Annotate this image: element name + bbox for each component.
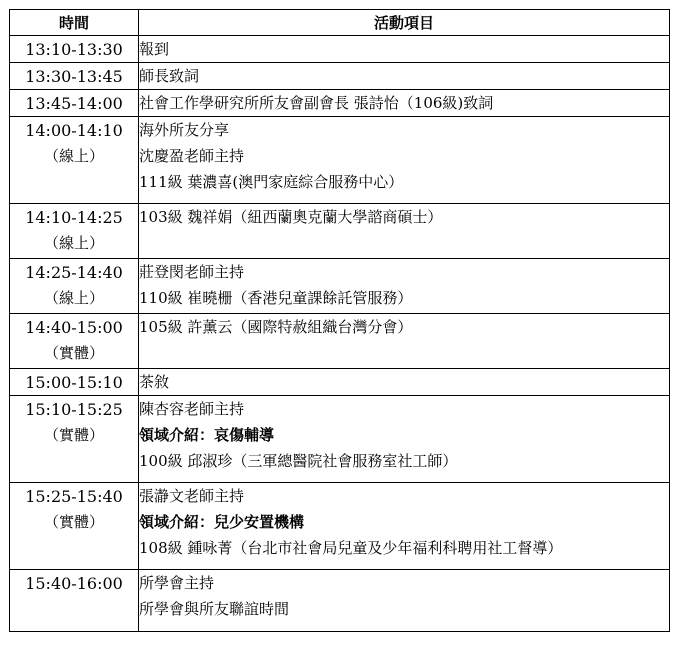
time-cell (10, 483, 139, 570)
time-range: 13:30-13:45 (25, 67, 123, 86)
activity-line: 師長致詞 (139, 67, 200, 85)
time-cell (10, 204, 139, 259)
table-row (10, 396, 670, 483)
table-row (10, 369, 670, 396)
time-range: 13:10-13:30 (25, 40, 123, 59)
activity-line: 領域介紹：哀傷輔導 (139, 426, 275, 444)
time-range: 14:40-15:00 (25, 318, 123, 337)
activity-cell (139, 396, 670, 483)
activity-line: 所學會主持 (139, 574, 215, 592)
activity-line: 陳杏容老師主持 (139, 400, 245, 418)
session-mode: （線上） (43, 289, 104, 307)
header-time: 時間 (10, 10, 139, 36)
activity-cell (139, 369, 670, 396)
activity-line: 茶敘 (139, 373, 170, 391)
table-row (10, 36, 670, 63)
time-range: 14:25-14:40 (25, 263, 123, 282)
activity-line: 105級 許薰云（國際特赦組織台灣分會） (139, 318, 413, 336)
session-mode: （實體） (43, 513, 104, 531)
table-row (10, 63, 670, 90)
time-range: 15:00-15:10 (25, 373, 123, 392)
activity-cell (139, 259, 670, 314)
activity-line: 報到 (139, 40, 170, 58)
time-range: 15:40-16:00 (25, 574, 123, 593)
time-range: 14:00-14:10 (25, 121, 123, 140)
activity-line: 張瀞文老師主持 (139, 487, 245, 505)
activity-line: 莊登閔老師主持 (139, 263, 245, 281)
time-cell (10, 117, 139, 204)
table-row (10, 483, 670, 570)
time-range: 13:45-14:00 (25, 94, 123, 113)
time-cell (10, 90, 139, 117)
activity-cell (139, 90, 670, 117)
time-cell (10, 396, 139, 483)
time-range: 15:10-15:25 (25, 400, 123, 419)
table-row (10, 90, 670, 117)
table-row (10, 259, 670, 314)
table-row (10, 204, 670, 259)
time-range: 14:10-14:25 (25, 208, 123, 227)
activity-cell (139, 36, 670, 63)
session-mode: （實體） (43, 426, 104, 444)
schedule-table (9, 9, 670, 632)
activity-cell (139, 570, 670, 632)
activity-cell (139, 117, 670, 204)
activity-line: 沈慶盈老師主持 (139, 147, 245, 165)
time-cell (10, 570, 139, 632)
activity-line: 103級 魏祥娟（紐西蘭奧克蘭大學諮商碩士） (139, 208, 443, 226)
activity-cell (139, 63, 670, 90)
activity-cell (139, 483, 670, 570)
activity-cell (139, 314, 670, 369)
table-row (10, 314, 670, 369)
table-row (10, 570, 670, 632)
activity-line: 110級 崔曉栅（香港兒童課餘託管服務） (139, 289, 413, 307)
activity-line: 海外所友分享 (139, 121, 230, 139)
activity-line: 社會工作學研究所所友會副會長 張詩怡（106級)致詞 (139, 94, 494, 112)
activity-line: 111級 葉濃喜(澳門家庭綜合服務中心） (139, 173, 404, 191)
session-mode: （線上） (43, 147, 104, 165)
time-cell (10, 36, 139, 63)
time-cell (10, 314, 139, 369)
session-mode: （線上） (43, 234, 104, 252)
table-row (10, 117, 670, 204)
activity-line: 領域介紹：兒少安置機構 (139, 513, 305, 531)
time-range: 15:25-15:40 (25, 487, 123, 506)
activity-line: 108級 鍾咏菁（台北市社會局兒童及少年福利科聘用社工督導） (139, 539, 563, 557)
time-cell (10, 259, 139, 314)
session-mode: （實體） (43, 344, 104, 362)
schedule-body (10, 36, 670, 632)
time-cell (10, 369, 139, 396)
activity-line: 100級 邱淑珍（三軍總醫院社會服務室社工師） (139, 452, 458, 470)
header-activity: 活動項目 (139, 10, 670, 36)
time-cell (10, 63, 139, 90)
activity-line: 所學會與所友聯誼時間 (139, 600, 290, 618)
header-row (10, 10, 670, 36)
activity-cell (139, 204, 670, 259)
